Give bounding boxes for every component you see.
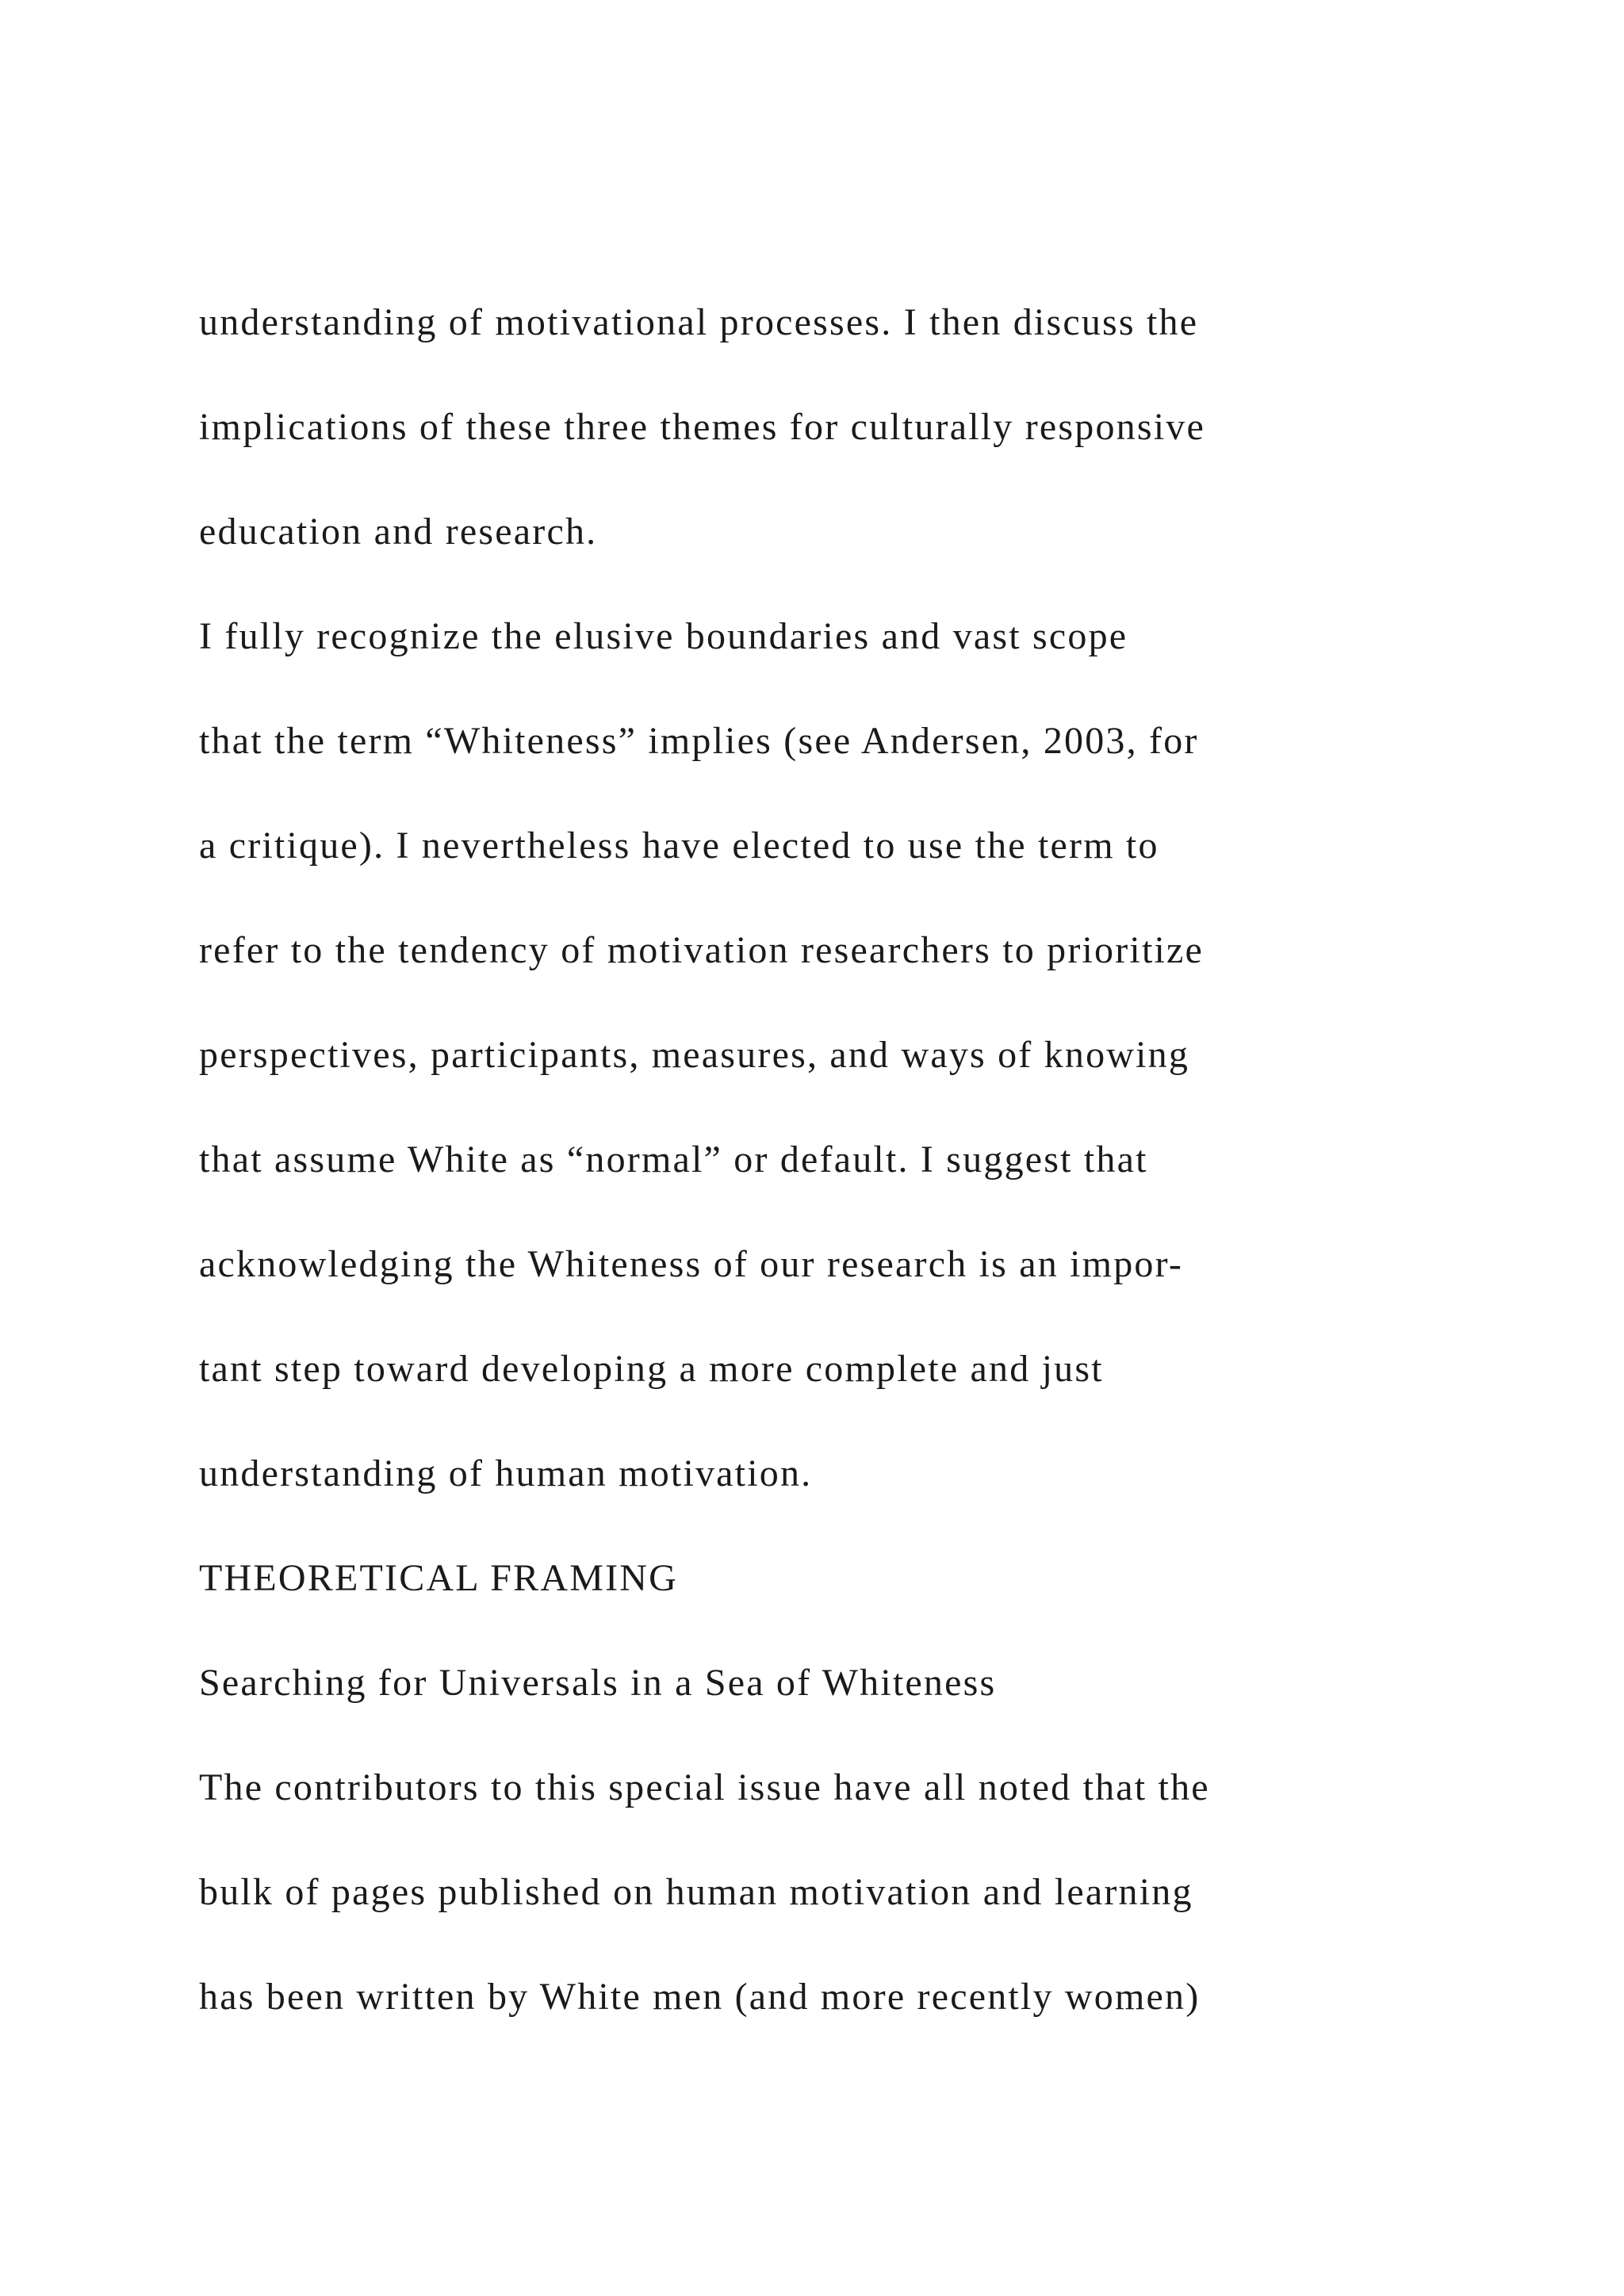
body-text-line: refer to the tendency of motivation researchers to prioritize — [199, 929, 1205, 971]
subsection-heading: Searching for Universals in a Sea of Whiteness — [199, 1662, 997, 1704]
body-text-line: that the term “Whiteness” implies (see Andersen, 2003, for — [199, 720, 1199, 762]
body-text-line: implications of these three themes for culturally responsive — [199, 406, 1205, 448]
body-text-line: has been written by White men (and more recently women) — [199, 1976, 1201, 2018]
body-text-line: bulk of pages published on human motivation and learning — [199, 1871, 1193, 1913]
body-text-line: a critique). I nevertheless have elected to use the term to — [199, 825, 1159, 867]
body-text-line: understanding of motivational processes. I then discuss the — [199, 301, 1199, 343]
body-text-line: The contributors to this special issue have all noted that the — [199, 1766, 1210, 1808]
body-text-line: education and research. — [199, 511, 598, 553]
body-text-line: perspectives, participants, measures, and ways of knowing — [199, 1034, 1190, 1076]
body-text-line: understanding of human motivation. — [199, 1452, 813, 1494]
section-heading: THEORETICAL FRAMING — [199, 1557, 678, 1599]
body-text-line: tant step toward developing a more complete and just — [199, 1348, 1104, 1390]
body-text-line: I fully recognize the elusive boundaries and vast scope — [199, 615, 1128, 657]
body-text-line: acknowledging the Whiteness of our research is an impor- — [199, 1243, 1184, 1285]
body-text-line: that assume White as “normal” or default. I suggest that — [199, 1138, 1148, 1181]
